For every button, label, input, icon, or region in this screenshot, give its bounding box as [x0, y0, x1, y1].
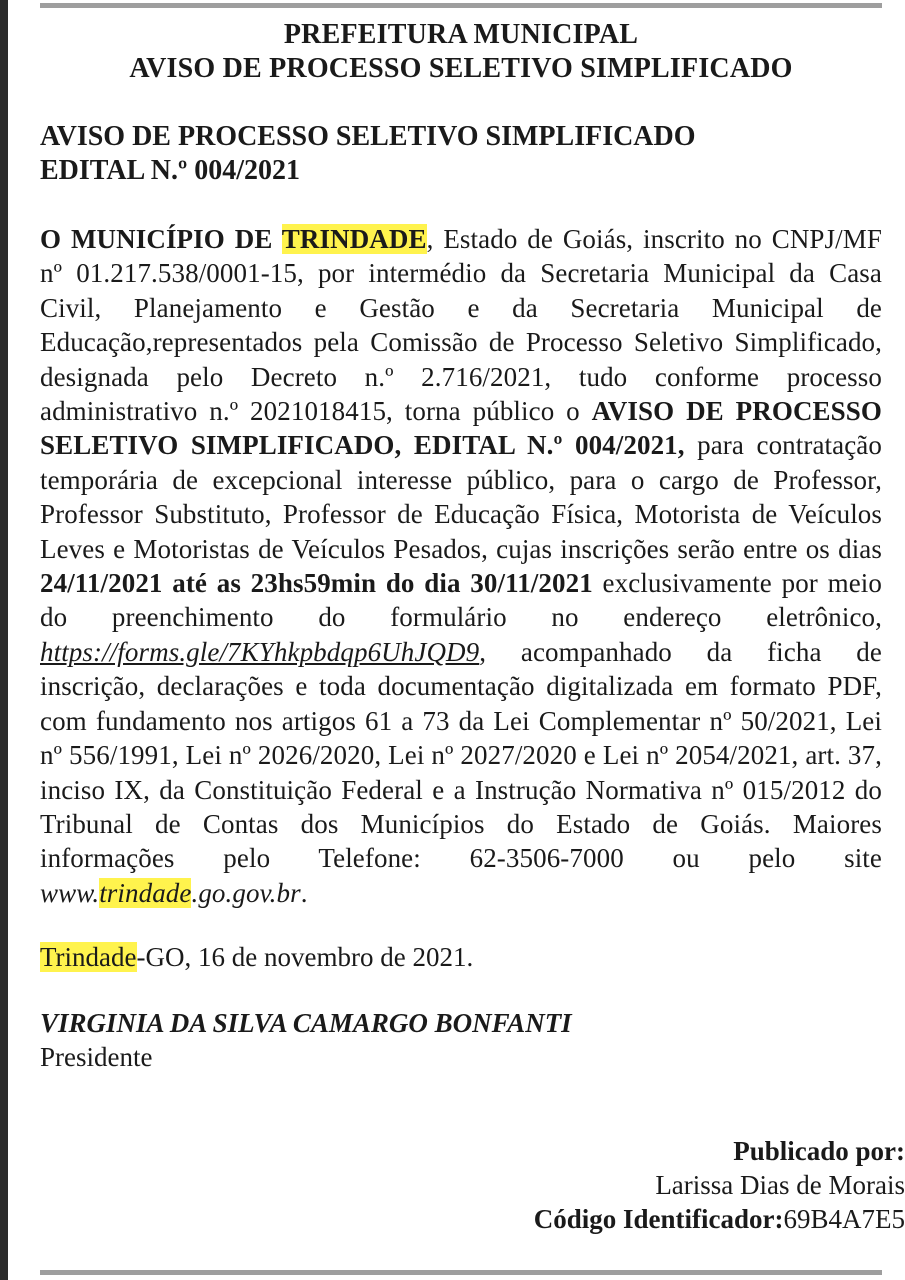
header-line-1: PREFEITURA MUNICIPAL [283, 19, 639, 50]
notice-title-line-2: EDITAL N.º 004/2021 [40, 155, 300, 186]
body-text-4: , acompanhado da ficha de inscrição, declarações e toda documentação digitalizada em formato PDF, com fundamento nos artigos 61 a 73 da Lei Complementar nº 50/2021, Lei nº 556/1991, Lei nº 2026/2020, Lei nº 2027/2020 e Lei nº 2054/2021, art. 37, inciso IX, da Constituição Federal e a Instrução Normativa nº 015/2012 do Tribunal de Contas dos Municípios do Estado de Goiás. Maiores informações pelo Telefone: 62-3506-7000 ou pelo site [40, 636, 882, 874]
body-bold-edital: AVISO DE PROCESSO SELETIVO SIMPLIFICADO, EDITAL N.º 004/2021, [40, 396, 882, 461]
body-text-1: , Estado de Goiás, inscrito no CNPJ/MF nº 01.217.538/0001-15, por intermédio da Secretaria Municipal da Casa Civil, Planejamento e Gestão e da Secretaria Municipal de Educação,representados pela Comissão de Processo Seletivo Simplificado, designada pelo Decreto n.º 2.716/2021, tudo conforme processo administrativo n.º 2021018415, torna público o [40, 224, 882, 427]
document-page [40, 18, 882, 1074]
publisher-label: Publicado por: [733, 1136, 905, 1166]
signature-name: VIRGINIA DA SILVA CAMARGO BONFANTI [40, 1008, 572, 1039]
header-line-2: AVISO DE PROCESSO SELETIVO SIMPLIFICADO [129, 53, 793, 84]
signature-role: Presidente [40, 1042, 153, 1073]
notice-title-line-1: AVISO DE PROCESSO SELETIVO SIMPLIFICADO [40, 121, 696, 152]
site-prefix: www. [40, 877, 100, 908]
notice-body [40, 222, 882, 910]
body-text-2: para contratação temporária de excepcional interesse público, para o cargo de Professor, Professor Substituto, Professor de Educação Física, Motorista de Veículos Leves e Motoristas de Veículos Pesados, cujas inscrições serão entre os dias [40, 430, 882, 564]
municipio-highlight: TRINDADE [281, 224, 427, 254]
top-rule [40, 3, 882, 8]
site-suffix: .go.gov.br [191, 877, 301, 908]
body-text-3: exclusivamente por meio do preenchimento do formulário no endereço eletrônico, [40, 568, 883, 633]
form-link[interactable]: https://forms.gle/7KYhkpbdqp6UhJQD9 [40, 636, 480, 667]
date-rest: -GO, 16 de novembro de 2021. [136, 942, 474, 973]
publisher-name: Larissa Dias de Morais [655, 1170, 905, 1200]
publisher-block [405, 1134, 905, 1236]
date-city-highlight: Trindade [40, 942, 137, 973]
publisher-code-label: Código Identificador: [533, 1204, 784, 1234]
date-line [40, 940, 882, 974]
body-text-5: . [300, 877, 308, 908]
site-link[interactable] [40, 878, 301, 908]
bottom-rule [40, 1270, 882, 1275]
body-bold-dates: 24/11/2021 até as 23hs59min do dia 30/11/2021 [40, 568, 593, 599]
page-left-edge [0, 0, 8, 1280]
site-highlight: trindade [99, 877, 192, 908]
publisher-code-line [405, 1202, 905, 1236]
publisher-code: 69B4A7E5 [783, 1204, 905, 1234]
notice-title [40, 120, 882, 188]
body-bold-opening: O MUNICÍPIO DE [40, 224, 282, 254]
